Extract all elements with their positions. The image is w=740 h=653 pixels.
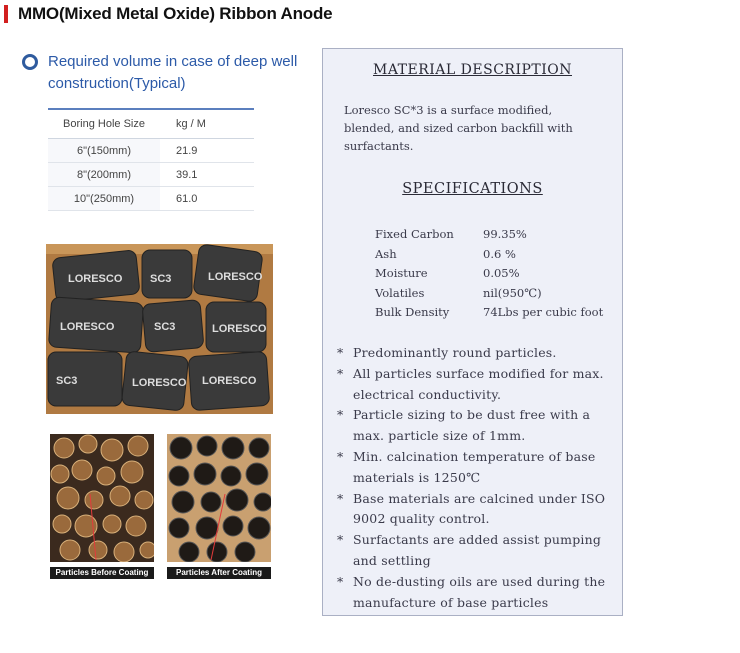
note-text: No de-dusting oils are used during the manufacture of base particles — [353, 573, 606, 610]
spec-value: 0.05% — [483, 266, 520, 280]
spec-value: 99.35% — [483, 227, 527, 241]
spec-value: 74Lbs per cubic foot — [483, 305, 604, 319]
title-marker — [4, 5, 8, 23]
bag-label: LORESCO — [208, 271, 263, 283]
particles-before-caption: Particles Before Coating — [50, 567, 154, 579]
circle-bullet-icon — [22, 54, 38, 70]
cell-kg: 21.9 — [160, 139, 254, 163]
spec-value: nil(950℃) — [483, 285, 542, 300]
section-heading-text: Required volume in case of deep well construction(Typical) — [48, 53, 298, 92]
cell-size: 6"(150mm) — [48, 139, 160, 163]
list-item — [337, 489, 617, 531]
material-description-card — [322, 48, 623, 616]
bag-label: LORESCO — [202, 375, 257, 387]
spec-label: Ash — [375, 246, 397, 261]
particles-after-caption: Particles After Coating — [167, 567, 271, 579]
table-row — [48, 139, 254, 163]
asterisk-icon: * — [337, 407, 344, 423]
particles-after-photo — [167, 434, 271, 582]
spec-label: Fixed Carbon — [375, 227, 454, 241]
spec-row — [375, 264, 603, 284]
material-description: Loresco SC*3 is a surface modified, blended, and sized carbon backfill with surfactants. — [344, 103, 573, 153]
particles-before-photo — [50, 434, 154, 582]
spec-label: Moisture — [375, 266, 428, 280]
title-bar — [4, 4, 332, 24]
spec-row — [375, 245, 603, 265]
col-header-kg: kg / M — [160, 109, 254, 139]
bag-label: SC3 — [154, 321, 176, 333]
table-header-row — [48, 109, 254, 139]
particles-before-image — [50, 434, 154, 562]
spec-value: 0.6 % — [483, 246, 516, 261]
note-text: Min. calcination temperature of base materials is 1250℃ — [353, 448, 596, 485]
spec-label: Volatiles — [375, 285, 425, 300]
bag-label: SC3 — [56, 375, 78, 387]
list-item — [337, 447, 617, 489]
asterisk-icon: * — [337, 532, 344, 548]
bag-label: LORESCO — [212, 323, 267, 335]
page-title: MMO(Mixed Metal Oxide) Ribbon Anode — [18, 4, 333, 23]
cell-kg: 61.0 — [160, 187, 254, 211]
section-heading — [22, 51, 312, 95]
volume-table — [48, 108, 254, 211]
list-item — [337, 530, 617, 572]
list-item — [337, 343, 617, 364]
asterisk-icon: * — [337, 345, 344, 360]
note-text: Particle sizing to be dust free with a max. particle size of 1mm. — [353, 407, 591, 444]
cell-kg: 39.1 — [160, 163, 254, 187]
spec-row — [375, 284, 603, 304]
list-item — [337, 572, 617, 614]
table-row — [48, 187, 254, 211]
list-item — [337, 405, 617, 447]
bag-label: SC3 — [150, 273, 172, 285]
asterisk-icon: * — [337, 573, 344, 589]
asterisk-icon: * — [337, 448, 344, 464]
note-text: Predominantly round particles. — [353, 345, 557, 360]
backfill-bags-photo — [46, 244, 273, 414]
bag-label: LORESCO — [60, 321, 115, 333]
col-header-boring-hole: Boring Hole Size — [48, 109, 160, 139]
spec-row — [375, 303, 603, 323]
bag-label: LORESCO — [68, 273, 123, 285]
table-row — [48, 163, 254, 187]
specifications-heading: SPECIFICATIONS — [402, 181, 543, 197]
specifications-list — [375, 225, 603, 323]
note-text: All particles surface modified for max. electrical conductivity. — [353, 365, 604, 402]
feature-notes — [337, 343, 617, 613]
cell-size: 10"(250mm) — [48, 187, 160, 211]
material-heading: MATERIAL DESCRIPTION — [373, 62, 572, 78]
note-text: Surfactants are added assist pumping and settling — [353, 532, 602, 568]
bag-label: LORESCO — [132, 377, 187, 389]
particles-after-image — [167, 434, 271, 562]
list-item — [337, 364, 617, 406]
spec-row — [375, 225, 603, 245]
asterisk-icon: * — [337, 490, 344, 506]
spec-label: Bulk Density — [375, 305, 450, 319]
cell-size: 8"(200mm) — [48, 163, 160, 187]
asterisk-icon: * — [337, 365, 344, 381]
note-text: Base materials are calcined under ISO 9002 quality control. — [353, 490, 606, 527]
